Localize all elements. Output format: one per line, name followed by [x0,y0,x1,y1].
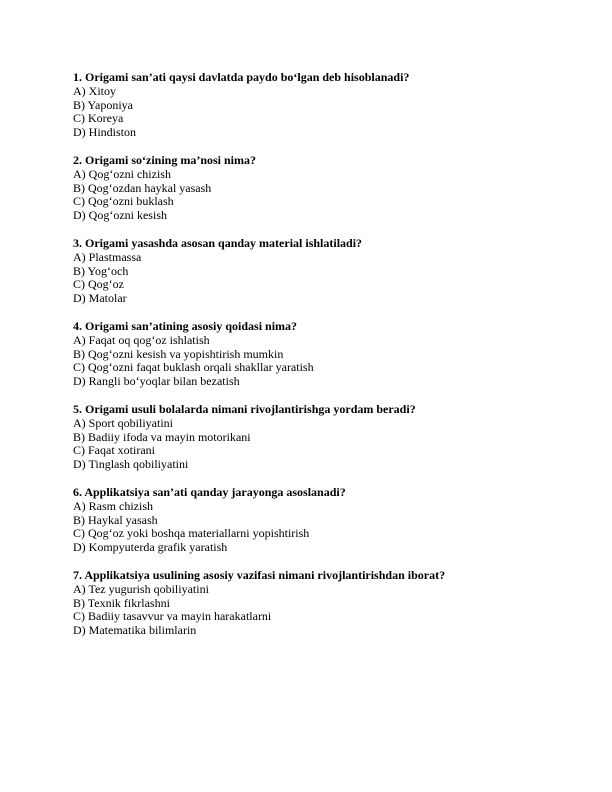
question-1 [73,71,553,140]
answer-option: D) Tinglash qobiliyatini [73,457,189,472]
question-title: 5. Origami usuli bolalarda nimani rivojlantirishga yordam beradi? [73,401,416,416]
question-title: 6. Applikatsiya san’ati qanday jarayonga asoslanadi? [73,484,346,499]
answer-option: A) Qog‘ozni chizish [73,166,171,181]
answer-option: D) Matolar [73,291,127,306]
answer-option: D) Qog‘ozni kesish [73,208,167,223]
answer-option: C) Qog‘ozni faqat buklash orqali shakllar yaratish [73,360,314,375]
answer-option: B) Haykal yasash [73,512,158,527]
answer-option: B) Yog‘och [73,263,129,278]
answer-option: A) Plastmassa [73,249,142,264]
answer-option: D) Kompyuterda grafik yaratish [73,540,228,555]
answer-option: D) Hindiston [73,125,136,140]
answer-option: A) Tez yugurish qobiliyatini [73,581,209,596]
answer-option: C) Qog‘oz [73,277,124,292]
question-4 [73,320,553,389]
answer-option: C) Qog‘oz yoki boshqa materiallarni yopishtirish [73,526,310,541]
question-title: 7. Applikatsiya usulining asosiy vazifasi nimani rivojlantirishdan iborat? [73,567,446,582]
answer-option: C) Koreya [73,111,124,126]
answer-option: C) Qog‘ozni buklash [73,194,174,209]
quiz-content [73,71,553,652]
question-5 [73,403,553,472]
question-3 [73,237,553,306]
answer-option: B) Qog‘ozni kesish va yopishtirish mumkin [73,346,284,361]
answer-option: A) Sport qobiliyatini [73,415,173,430]
answer-option: A) Rasm chizish [73,498,153,513]
answer-option: D) Matematika bilimlarin [73,623,197,638]
answer-option: B) Yaponiya [73,97,134,112]
answer-option: A) Faqat oq qog‘oz ishlatish [73,332,210,347]
question-6 [73,486,553,555]
answer-option: A) Xitoy [73,83,116,98]
question-title: 1. Origami san’ati qaysi davlatda paydo bo‘lgan deb hisoblanadi? [73,70,410,84]
answer-option: B) Qog‘ozdan haykal yasash [73,180,212,195]
question-title: 4. Origami san’atining asosiy qoidasi nima? [73,318,298,333]
answer-option: B) Texnik fikrlashni [73,595,170,610]
question-7 [73,569,553,638]
question-title: 2. Origami so‘zining ma’nosi nima? [73,152,257,167]
answer-option: B) Badiiy ifoda va mayin motorikani [73,429,251,444]
answer-option: C) Badiiy tasavvur va mayin harakatlarni [73,609,272,624]
answer-option: D) Rangli bo‘yoqlar bilan bezatish [73,374,240,389]
answer-option: C) Faqat xotirani [73,443,155,458]
question-title: 3. Origami yasashda asosan qanday material ishlatiladi? [73,235,363,250]
question-2 [73,154,553,223]
